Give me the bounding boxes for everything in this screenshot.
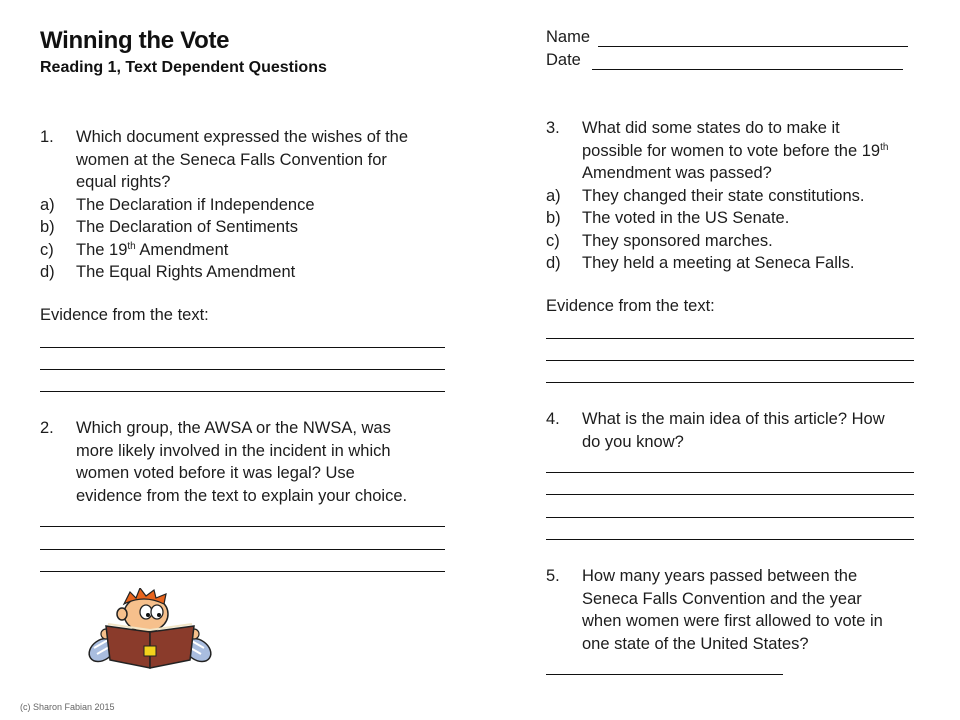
answer-line[interactable]: [546, 539, 914, 540]
answer-line[interactable]: [40, 571, 445, 572]
boy-reading-book-icon: [84, 588, 216, 674]
answer-line[interactable]: [546, 494, 914, 495]
answer-line[interactable]: [40, 526, 445, 527]
question-number: 2.: [40, 419, 54, 437]
question-number: 3.: [546, 119, 560, 137]
question-text: women voted before it was legal? Use: [76, 464, 355, 482]
date-field[interactable]: [592, 69, 903, 70]
answer-line[interactable]: [546, 338, 914, 339]
question-text: possible for women to vote before the 19th: [582, 141, 889, 160]
question-text: Seneca Falls Convention and the year: [582, 589, 862, 608]
question-text: more likely involved in the incident in which: [76, 441, 391, 460]
question-text: What is the main idea of this article? How: [582, 410, 885, 428]
copyright-notice: (c) Sharon Fabian 2015: [20, 702, 115, 712]
question-text: Which document expressed the wishes of the: [76, 128, 409, 146]
answer-line[interactable]: [546, 674, 783, 675]
answer-line[interactable]: [40, 369, 445, 370]
question-text: do you know?: [582, 432, 684, 451]
question-text: women at the Seneca Falls Convention for: [76, 150, 387, 169]
answer-line[interactable]: [546, 517, 914, 518]
date-label: Date: [546, 51, 581, 69]
answer-line[interactable]: [40, 549, 445, 550]
question-number: 4.: [546, 410, 560, 428]
question-text: evidence from the text to explain your choice.: [76, 486, 408, 505]
question-number: 1.: [40, 128, 54, 146]
name-label: Name: [546, 28, 591, 46]
question-text: Which group, the AWSA or the NWSA, was: [76, 419, 391, 437]
answer-line[interactable]: [40, 391, 445, 392]
answer-line[interactable]: [40, 347, 445, 348]
question-text: How many years passed between the: [582, 567, 858, 585]
page-subtitle: Reading 1, Text Dependent Questions: [40, 59, 327, 76]
evidence-label: Evidence from the text:: [40, 306, 209, 324]
name-field[interactable]: [598, 46, 908, 47]
question-text: equal rights?: [76, 173, 171, 191]
question-text: one state of the United States?: [582, 634, 809, 653]
evidence-label: Evidence from the text:: [546, 297, 715, 315]
answer-line[interactable]: [546, 382, 914, 383]
answer-line[interactable]: [546, 360, 914, 361]
question-text: What did some states do to make it: [582, 119, 840, 137]
page-title: Winning the Vote: [40, 27, 230, 54]
question-text: Amendment was passed?: [582, 164, 772, 182]
question-number: 5.: [546, 567, 560, 585]
answer-line[interactable]: [546, 472, 914, 473]
question-text: when women were first allowed to vote in: [582, 612, 883, 630]
